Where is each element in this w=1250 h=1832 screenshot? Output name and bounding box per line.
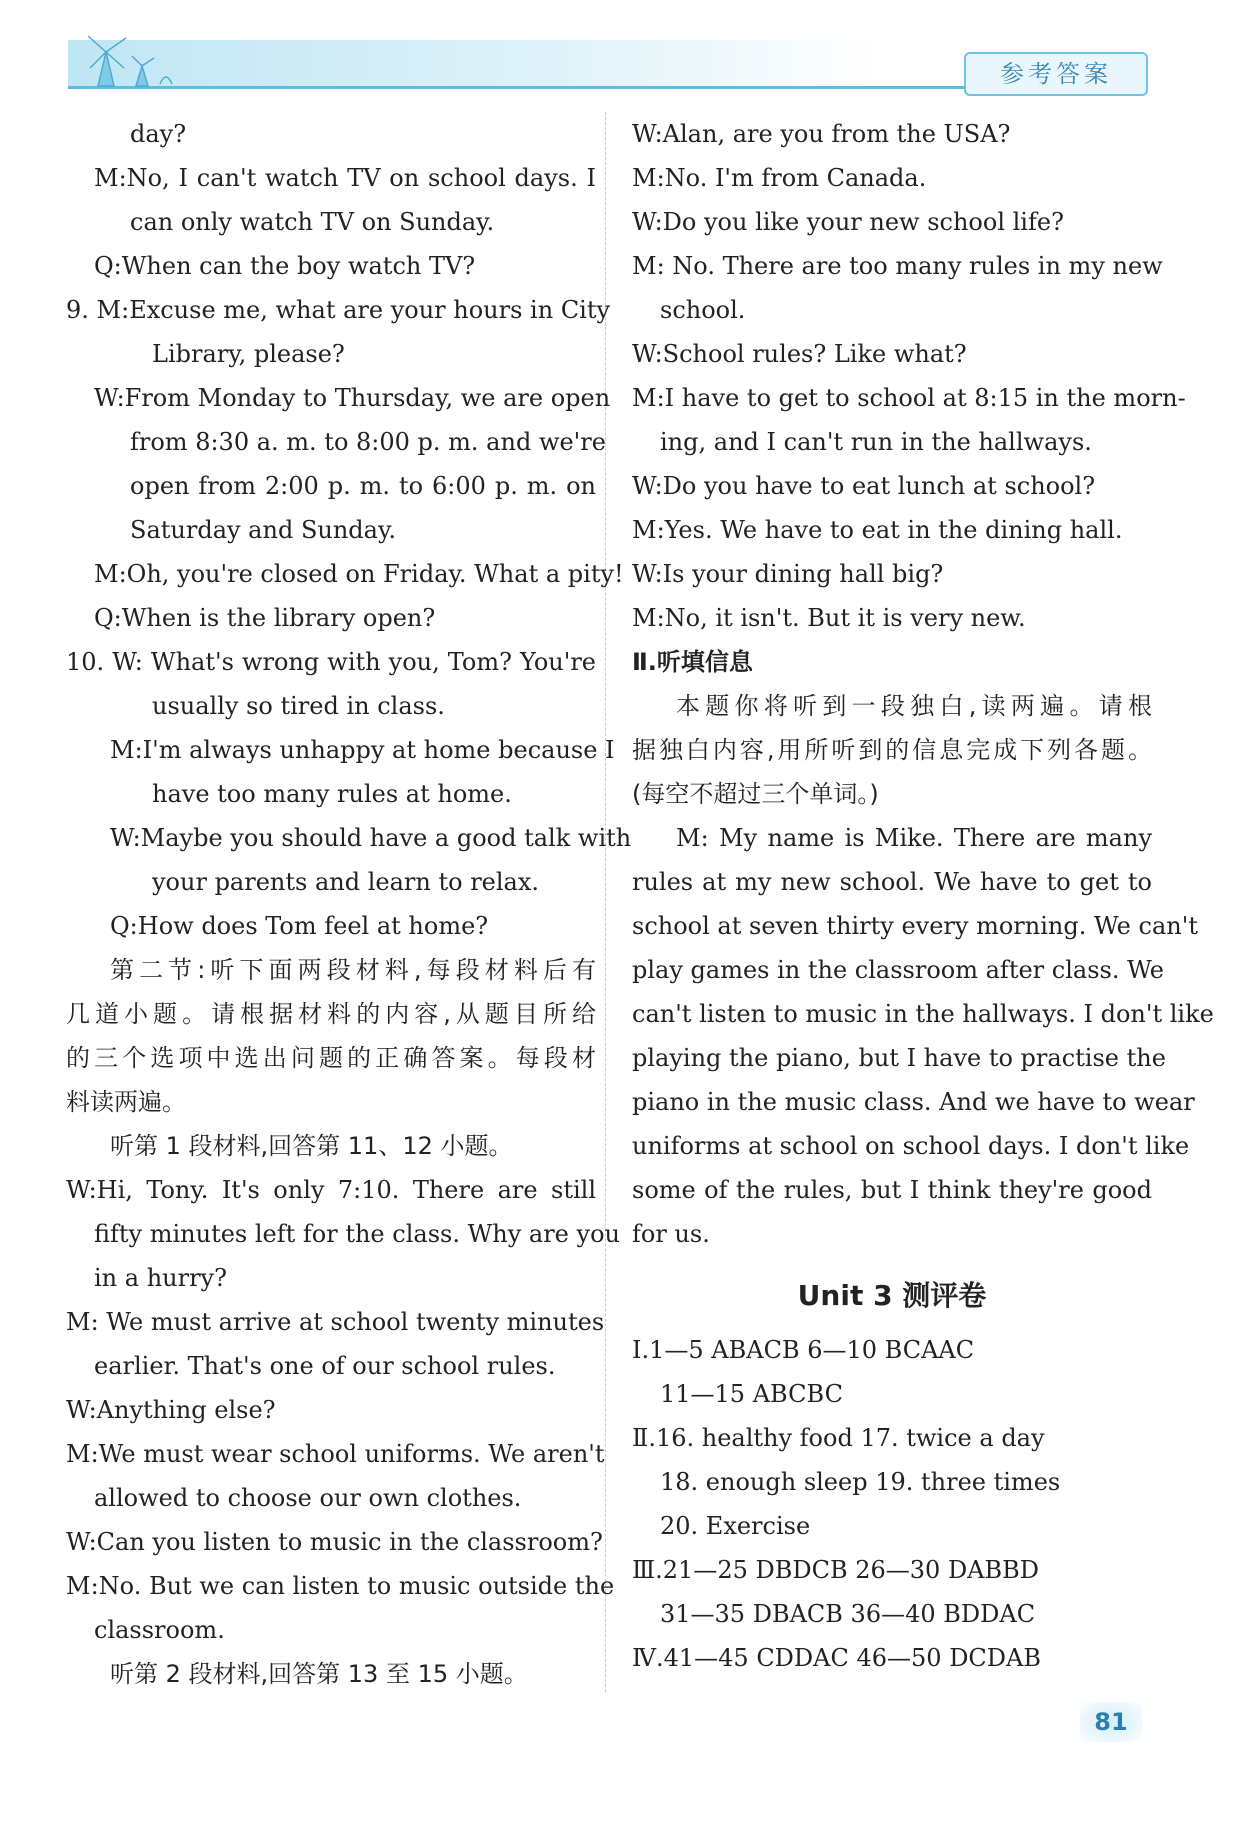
- text-line: 本题你将听到一段独白,读两遍。请根: [676, 692, 1152, 720]
- text-line: 18. enough sleep 19. three times: [660, 1468, 1061, 1496]
- page-number: 81: [1080, 1702, 1142, 1742]
- text-line: W:Anything else?: [66, 1396, 276, 1424]
- text-line: Q:When is the library open?: [94, 604, 436, 632]
- text-line: some of the rules, but I think they're good: [632, 1176, 1152, 1204]
- text-line: M:I have to get to school at 8:15 in the morn-: [632, 384, 1186, 412]
- text-line: M:No, it isn't. But it is very new.: [632, 604, 1026, 632]
- text-line: 听第 2 段材料,回答第 13 至 15 小题。: [110, 1660, 528, 1688]
- right-column: [632, 112, 1214, 1680]
- text-line: school at seven thirty every morning. We can't: [632, 912, 1198, 940]
- text-line: day?: [130, 120, 187, 148]
- text-line: Q:How does Tom feel at home?: [110, 912, 489, 940]
- text-line: W:Alan, are you from the USA?: [632, 120, 1011, 148]
- text-line: W:From Monday to Thursday, we are open: [94, 384, 611, 412]
- text-line: M:Oh, you're closed on Friday. What a pity!: [94, 560, 624, 588]
- section-heading: Ⅱ.听填信息: [632, 648, 753, 676]
- text-line: W:Hi, Tony. It's only 7:10. There are still: [66, 1176, 596, 1204]
- text-line: fifty minutes left for the class. Why are you: [94, 1220, 620, 1248]
- dialogue-continued: [632, 112, 1186, 640]
- text-line: (每空不超过三个单词。): [632, 780, 879, 808]
- text-line: M: We must arrive at school twenty minutes: [66, 1308, 605, 1336]
- text-line: play games in the classroom after class. We: [632, 956, 1164, 984]
- text-line: M:I'm always unhappy at home because I: [110, 736, 615, 764]
- left-column: [66, 112, 632, 1696]
- text-line: allowed to choose our own clothes.: [94, 1484, 522, 1512]
- text-line: piano in the music class. And we have to wear: [632, 1088, 1195, 1116]
- text-line: 10. W: What's wrong with you, Tom? You're: [66, 648, 596, 676]
- text-line: Ⅲ.21—25 DBDCB 26—30 DABBD: [632, 1556, 1040, 1584]
- answer-key: [632, 1328, 1152, 1680]
- text-line: 料读两遍。: [66, 1088, 186, 1116]
- text-line: Ⅱ.16. healthy food 17. twice a day: [632, 1424, 1045, 1452]
- text-line: 9. M:Excuse me, what are your hours in City: [66, 296, 611, 324]
- text-line: playing the piano, but I have to practise the: [632, 1044, 1166, 1072]
- text-line: Ⅳ.41—45 CDDAC 46—50 DCDAB: [632, 1644, 1042, 1672]
- text-line: rules at my new school. We have to get to: [632, 868, 1152, 896]
- page-header: [0, 0, 1250, 100]
- text-line: 11—15 ABCBC: [660, 1380, 843, 1408]
- text-line: 据独白内容,用所听到的信息完成下列各题。: [632, 736, 1152, 764]
- text-line: M:No. I'm from Canada.: [632, 164, 927, 192]
- text-line: in a hurry?: [94, 1264, 227, 1292]
- text-line: Q:When can the boy watch TV?: [94, 252, 476, 280]
- text-line: M:We must wear school uniforms. We aren't: [66, 1440, 605, 1468]
- text-line: earlier. That's one of our school rules.: [94, 1352, 556, 1380]
- windmill-icon: [76, 28, 186, 88]
- text-line: can only watch TV on Sunday.: [130, 208, 495, 236]
- text-line: M:No. But we can listen to music outside the: [66, 1572, 615, 1600]
- text-line: 的三个选项中选出问题的正确答案。每段材: [66, 1044, 596, 1072]
- text-line: for us.: [632, 1220, 710, 1248]
- text-line: W:Do you like your new school life?: [632, 208, 1064, 236]
- section-instructions: [632, 684, 1152, 816]
- text-line: Library, please?: [152, 340, 345, 368]
- text-line: your parents and learn to relax.: [152, 868, 540, 896]
- text-line: usually so tired in class.: [152, 692, 445, 720]
- section-tag: 参考答案: [964, 52, 1148, 96]
- text-line: uniforms at school on school days. I don't like: [632, 1132, 1190, 1160]
- monologue: [632, 816, 1214, 1256]
- text-line: school.: [660, 296, 746, 324]
- text-line: 几道小题。请根据材料的内容,从题目所给: [66, 1000, 596, 1028]
- text-line: W:Do you have to eat lunch at school?: [632, 472, 1096, 500]
- text-line: W:Maybe you should have a good talk with: [110, 824, 632, 852]
- text-line: M: My name is Mike. There are many: [676, 824, 1152, 852]
- text-line: 听第 1 段材料,回答第 11、12 小题。: [110, 1132, 513, 1160]
- text-line: M:Yes. We have to eat in the dining hall.: [632, 516, 1123, 544]
- text-line: W:School rules? Like what?: [632, 340, 967, 368]
- text-line: open from 2:00 p. m. to 6:00 p. m. on: [130, 472, 596, 500]
- text-line: from 8:30 a. m. to 8:00 p. m. and we're: [130, 428, 606, 456]
- text-line: 20. Exercise: [660, 1512, 811, 1540]
- text-line: can't listen to music in the hallways. I don't like: [632, 1000, 1214, 1028]
- unit-title: Unit 3 测评卷: [797, 1279, 987, 1312]
- text-line: classroom.: [94, 1616, 225, 1644]
- text-line: have too many rules at home.: [152, 780, 512, 808]
- text-line: M:No, I can't watch TV on school days. I: [94, 164, 596, 192]
- column-divider: [605, 112, 606, 1692]
- text-line: W:Can you listen to music in the classroom?: [66, 1528, 603, 1556]
- text-line: W:Is your dining hall big?: [632, 560, 944, 588]
- text-line: ing, and I can't run in the hallways.: [660, 428, 1092, 456]
- text-line: Ⅰ.1—5 ABACB 6—10 BCAAC: [632, 1336, 975, 1364]
- text-line: 31—35 DBACB 36—40 BDDAC: [660, 1600, 1036, 1628]
- text-line: Saturday and Sunday.: [130, 516, 396, 544]
- text-line: M: No. There are too many rules in my new: [632, 252, 1163, 280]
- text-line: 第二节:听下面两段材料,每段材料后有: [110, 956, 596, 984]
